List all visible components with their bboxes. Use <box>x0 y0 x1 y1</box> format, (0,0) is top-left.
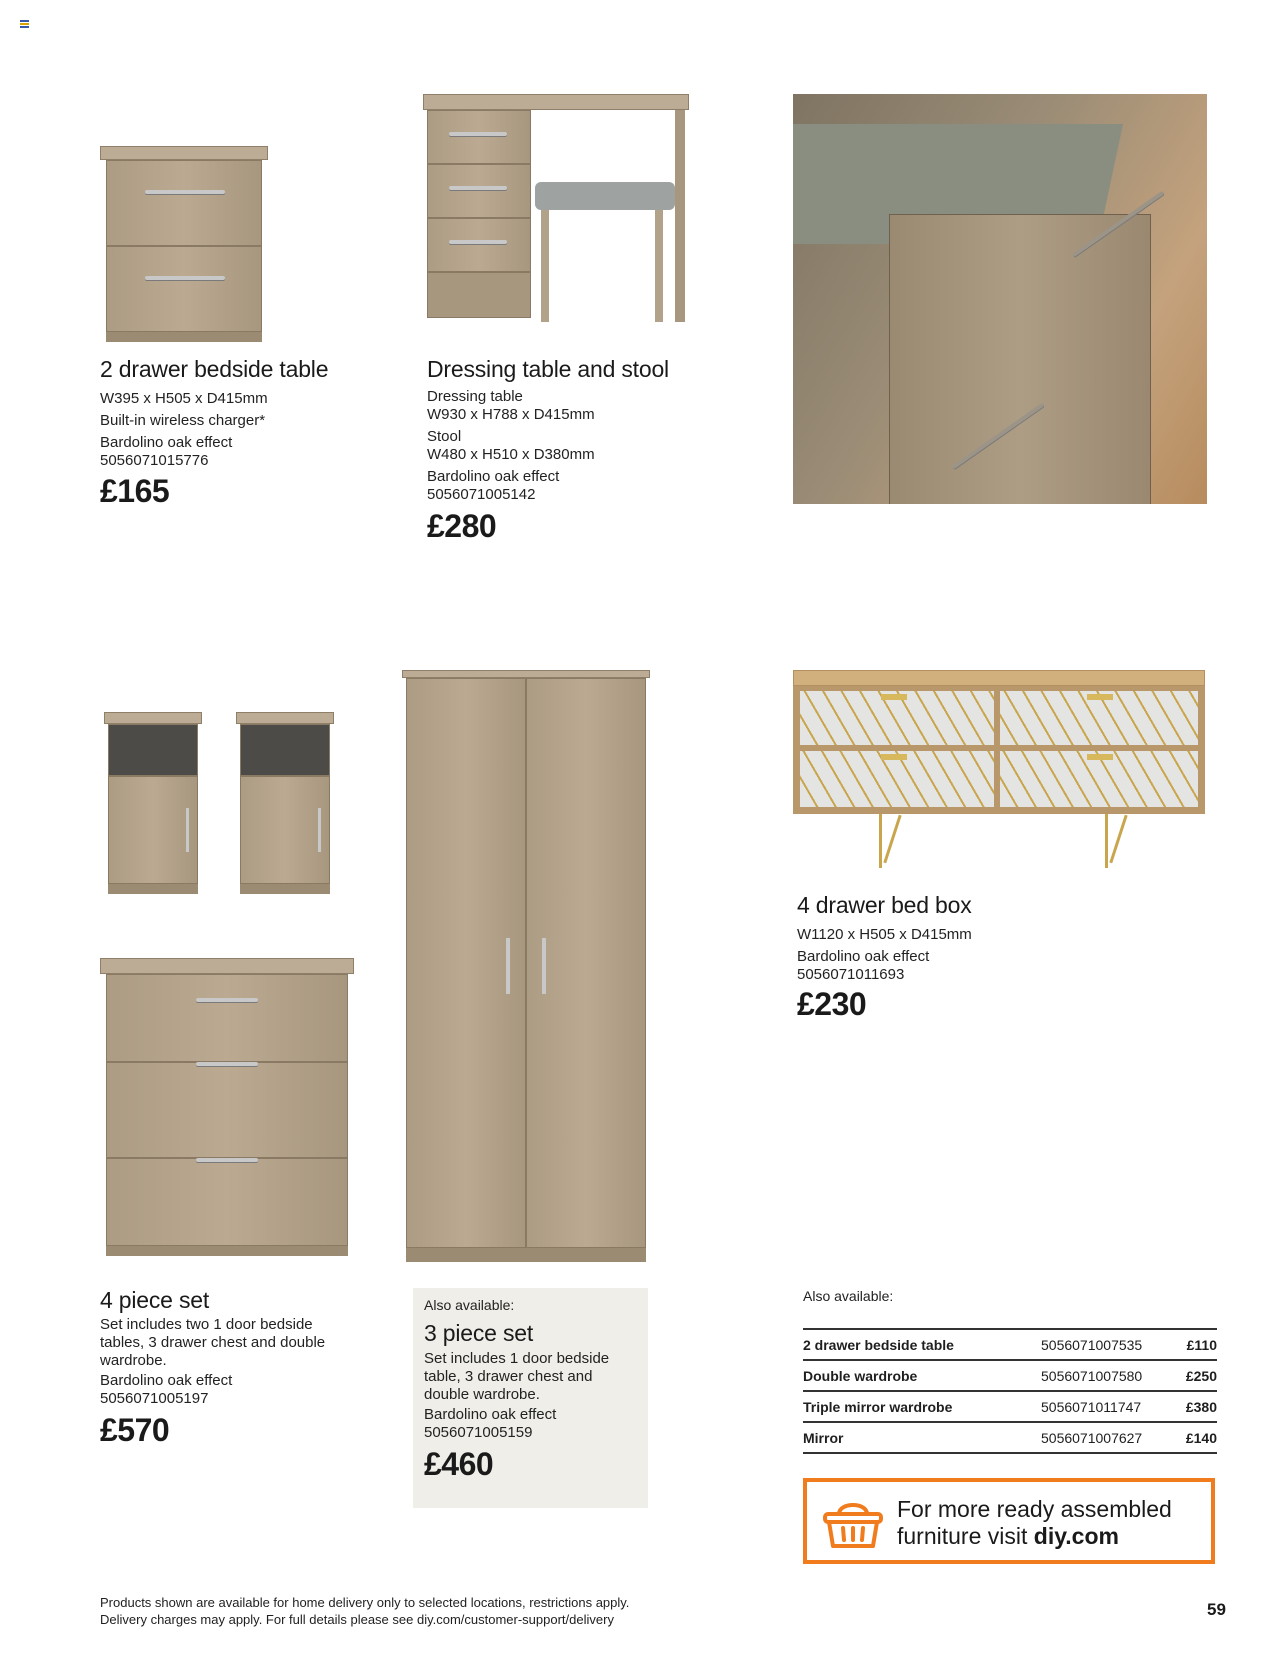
product-code: 5056071015776 <box>100 452 209 469</box>
product-label: Dressing table <box>427 388 523 405</box>
basket-icon <box>821 1492 885 1552</box>
product-code: 5056071005142 <box>427 486 536 503</box>
item-code: 5056071007580 <box>1041 1360 1176 1391</box>
product-description: Set includes two 1 door bedside tables, 3 drawer chest and double wardrobe. <box>100 1316 326 1369</box>
product-finish: Bardolino oak effect <box>100 434 233 451</box>
item-price: £250 <box>1176 1360 1217 1391</box>
bedside-table-image <box>100 146 268 342</box>
product-label: Stool <box>427 428 462 445</box>
product-dimensions: W1120 x H505 x D415mm <box>797 926 972 943</box>
item-code: 5056071007627 <box>1041 1422 1176 1453</box>
wardrobe-image <box>402 670 650 1262</box>
item-name: Triple mirror wardrobe <box>803 1391 1041 1422</box>
footer-disclaimer <box>100 1594 629 1628</box>
product-title: 4 piece set <box>100 1287 210 1313</box>
item-code: 5056071007535 <box>1041 1329 1176 1360</box>
item-price: £140 <box>1176 1422 1217 1453</box>
product-price: £570 <box>100 1412 170 1448</box>
product-title: Dressing table and stool <box>427 356 669 382</box>
drawer-closeup-photo <box>793 94 1207 504</box>
product-code: 5056071005159 <box>424 1424 533 1441</box>
item-price: £380 <box>1176 1391 1217 1422</box>
product-finish: Bardolino oak effect <box>797 948 930 965</box>
product-finish: Bardolino oak effect <box>424 1406 557 1423</box>
item-name: 2 drawer bedside table <box>803 1329 1041 1360</box>
product-dimensions: W480 x H510 x D380mm <box>427 446 595 463</box>
footer-line: Products shown are available for home delivery only to selected locations, restrictions apply. <box>100 1595 630 1610</box>
promo-text: furniture visit <box>897 1523 1034 1549</box>
product-description: Set includes 1 door bedside table, 3 drawer chest and double wardrobe. <box>424 1350 610 1403</box>
also-available-table <box>803 1328 1217 1454</box>
also-available-panel <box>413 1288 648 1508</box>
table-row <box>803 1391 1217 1422</box>
diy-link[interactable]: diy.com <box>1033 1523 1119 1549</box>
item-code: 5056071011747 <box>1041 1391 1176 1422</box>
bedside-cabinet-image <box>104 712 202 894</box>
product-code: 5056071005197 <box>100 1390 209 1407</box>
item-name: Double wardrobe <box>803 1360 1041 1391</box>
product-title: 3 piece set <box>424 1320 534 1346</box>
dressing-table-image <box>423 94 689 326</box>
product-finish: Bardolino oak effect <box>427 468 560 485</box>
promo-banner[interactable] <box>803 1478 1215 1564</box>
table-row <box>803 1422 1217 1453</box>
promo-line: For more ready assembled <box>897 1496 1172 1522</box>
chest-of-drawers-image <box>100 958 354 1256</box>
bed-box-image <box>793 670 1205 868</box>
product-code: 5056071011693 <box>797 966 905 983</box>
bedside-cabinet-image <box>236 712 334 894</box>
product-price: £165 <box>100 473 170 509</box>
product-title: 2 drawer bedside table <box>100 356 329 382</box>
product-finish: Bardolino oak effect <box>100 1372 233 1389</box>
product-price: £230 <box>797 986 867 1022</box>
menu-icon <box>20 20 29 28</box>
page-number: 59 <box>1207 1600 1226 1619</box>
also-available-heading: Also available: <box>803 1288 894 1304</box>
product-price: £460 <box>424 1446 494 1482</box>
item-price: £110 <box>1176 1329 1217 1360</box>
product-dimensions: W395 x H505 x D415mm <box>100 390 268 407</box>
table-row <box>803 1329 1217 1360</box>
item-name: Mirror <box>803 1422 1041 1453</box>
table-row <box>803 1360 1217 1391</box>
product-feature: Built-in wireless charger* <box>100 412 266 429</box>
product-price: £280 <box>427 508 497 544</box>
product-title: 4 drawer bed box <box>797 892 972 918</box>
footer-line: Delivery charges may apply. For full details please see diy.com/customer-support/delivery <box>100 1612 614 1627</box>
product-dimensions: W930 x H788 x D415mm <box>427 406 595 423</box>
also-available-label: Also available: <box>424 1297 515 1313</box>
